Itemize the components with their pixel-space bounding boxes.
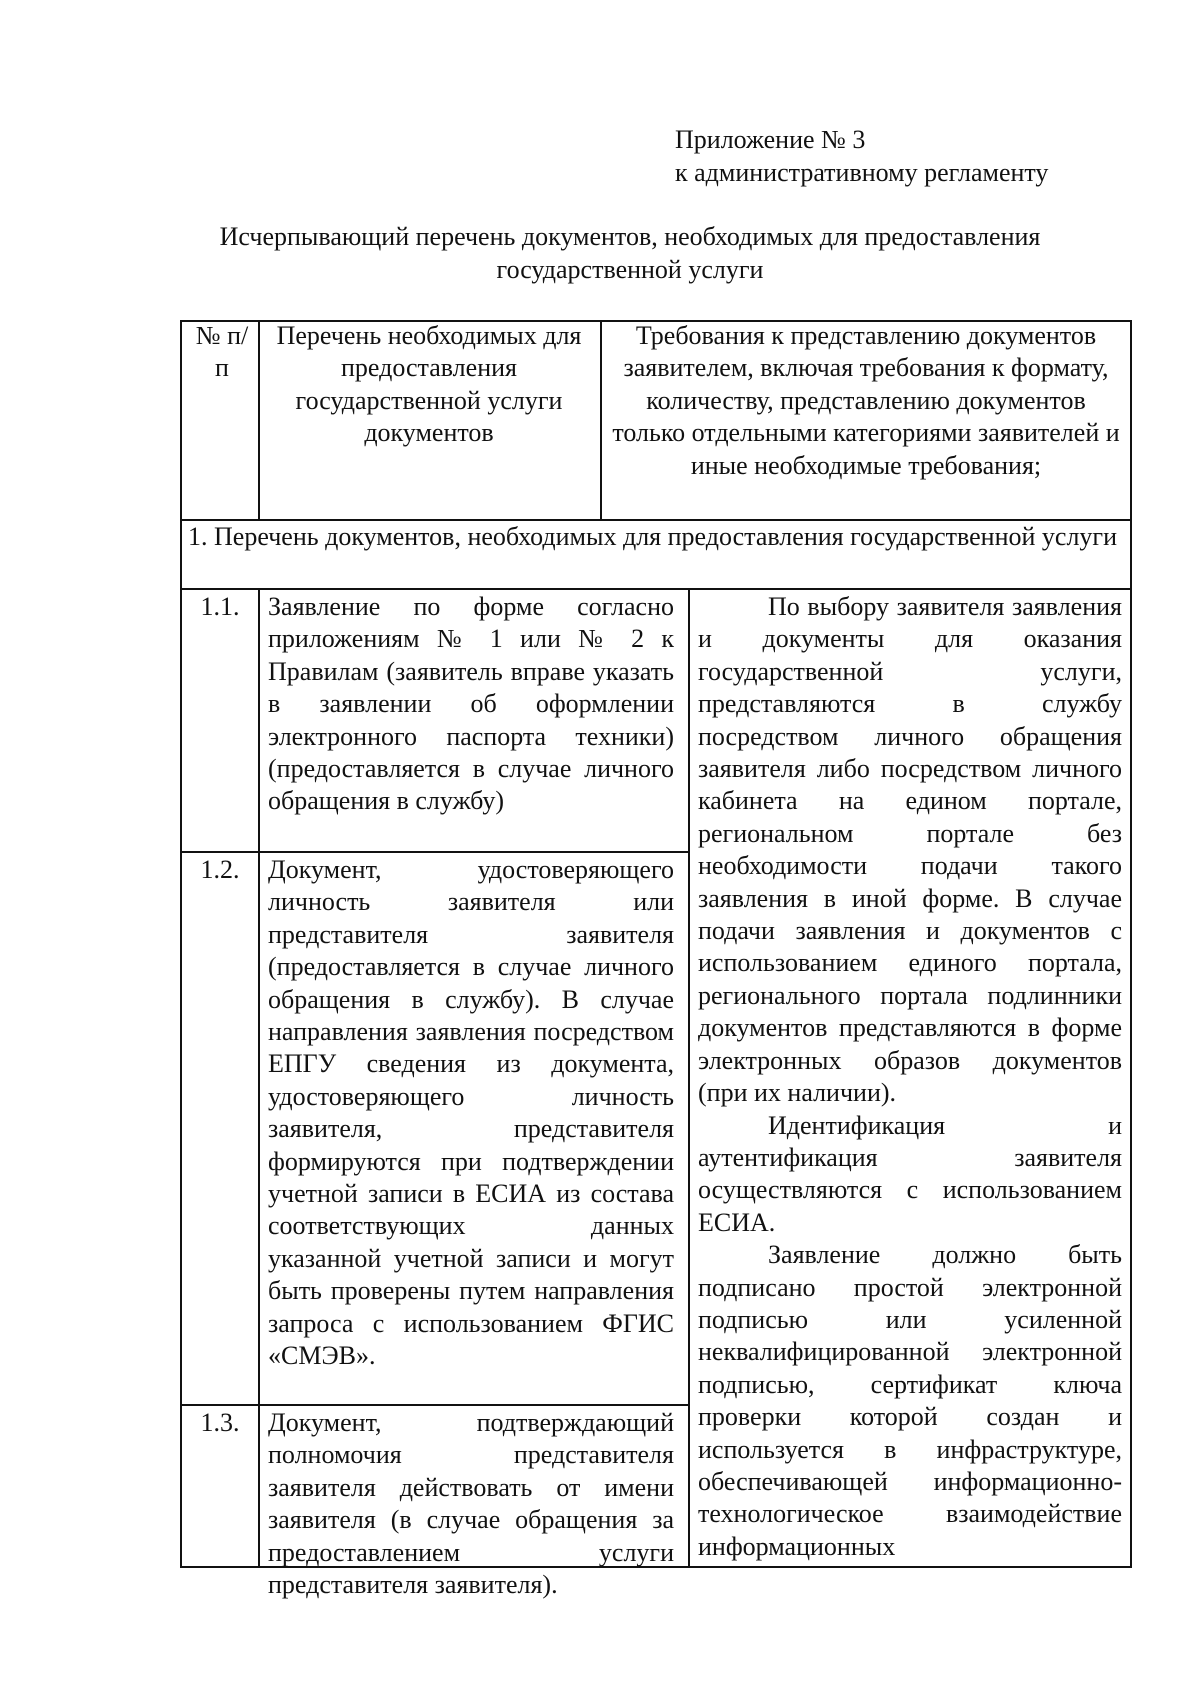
table-border-right bbox=[1130, 320, 1132, 1568]
section-bottom-border bbox=[180, 588, 1132, 590]
row-1-number: 1.1. bbox=[200, 592, 240, 621]
document-title bbox=[180, 220, 1080, 286]
section-title: 1. Перечень документов, необходимых для предоставления государственной услуги bbox=[188, 522, 1118, 551]
header-divider-2 bbox=[600, 320, 602, 521]
title-line-1: Исчерпывающий перечень документов, необходимых для предоставления bbox=[219, 222, 1041, 251]
header-requirements: Требования к представлению документов заявителем, включая требования к формату, количеству, представлению документов только отдельными категориями заявителей и иные необходимые требования; bbox=[612, 321, 1120, 480]
row-3-number: 1.3. bbox=[200, 1408, 240, 1437]
requirements-paragraph-2: Идентификация и аутентификация заявителя осуществляются с использованием ЕСИА. bbox=[698, 1110, 1122, 1237]
header-documents: Перечень необходимых для предоставления государственной услуги документов bbox=[276, 321, 582, 448]
requirements-paragraph-3: Заявление должно быть подписано простой электронной подписью или усиленной неквалифицированной электронной подписью, сертификат ключа проверки которой создан и используется в инфраструктуре, обеспечивающей информационно-технологическое взаимодействие информационных bbox=[698, 1240, 1122, 1561]
header-divider-1 bbox=[258, 320, 260, 521]
row-2-document: Документ, удостоверяющего личность заявителя или представителя заявителя (предоставляется в случае личного обращения в службу). В случае направления заявления посредством ЕПГУ сведения из документа, удостоверяющего личность заявителя, представителя формируются при подтверждении учетной записи в ЕСИА из состава соответствующих данных указанной учетной записи и могут быть проверены путем направления запроса с использованием ФГИС «СМЭВ». bbox=[268, 855, 674, 1371]
body-divider-2 bbox=[688, 588, 690, 1568]
row-2-bottom-border bbox=[180, 1404, 690, 1406]
requirements-paragraph-1: По выбору заявителя заявления и документы для оказания государственной услуги, представляются в службу посредством личного обращения заявителя либо посредством личного кабинета на едином портале, региональном портале без необходимости подачи такого заявления в иной форме. В случае подачи заявления и документов с использованием единого портала, регионального портала подлинники документов представляются в форме электронных образов документов (при их наличии). bbox=[698, 592, 1122, 1108]
row-1-bottom-border bbox=[180, 851, 690, 853]
row-3-document: Документ, подтверждающий полномочия представителя заявителя действовать от имени заявителя (в случае обращения за предоставлением услуги представителя заявителя). bbox=[268, 1408, 674, 1600]
row-2-number: 1.2. bbox=[200, 855, 240, 884]
body-divider-1 bbox=[258, 588, 260, 1568]
row-1-document: Заявление по форме согласно приложениям № 1 или № 2 к Правилам (заявитель вправе указать в заявлении об оформлении электронного паспорта техники) (предоставляется в случае личного обращения в службу) bbox=[268, 592, 674, 816]
appendix-header bbox=[675, 123, 1048, 189]
header-number: № п/п bbox=[195, 321, 249, 383]
appendix-number: Приложение № 3 bbox=[675, 125, 866, 154]
appendix-reference: к административному регламенту bbox=[675, 158, 1049, 187]
requirements-text bbox=[698, 591, 1122, 1563]
title-line-2: государственной услуги bbox=[496, 255, 764, 284]
table-border-left bbox=[180, 320, 182, 1568]
